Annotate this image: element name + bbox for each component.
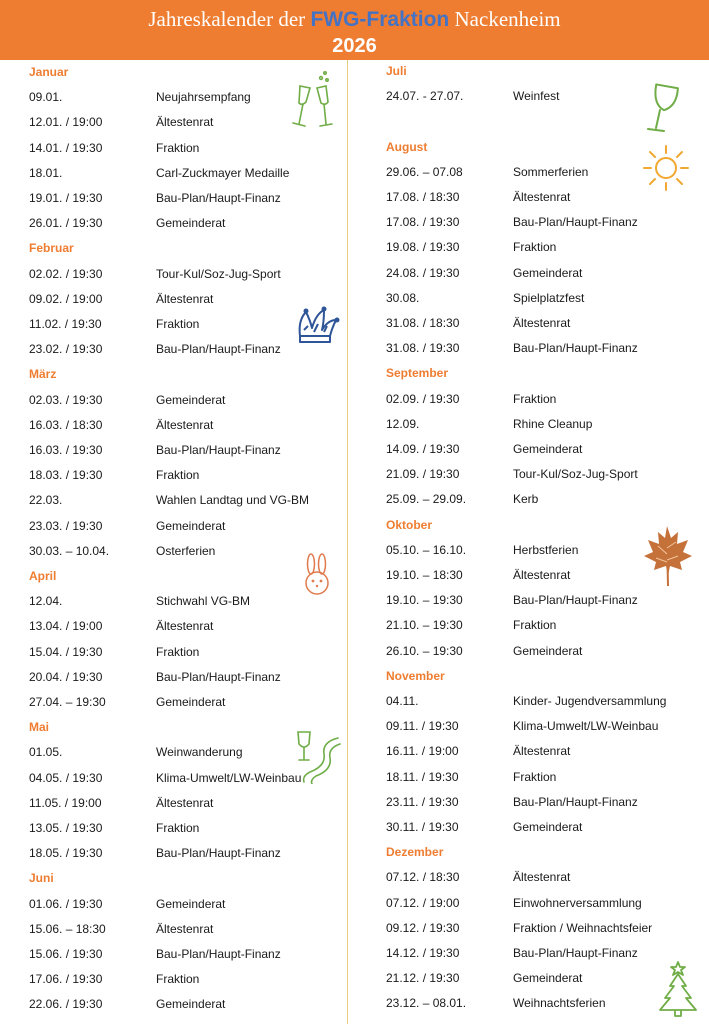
month-heading-juli: Juli — [386, 64, 407, 78]
entry-event: Ältestenrat — [513, 190, 571, 204]
entry-date: 15.04. / 19:30 — [29, 645, 103, 659]
entry-event: Fraktion — [156, 972, 200, 986]
entry-event: Weinwanderung — [156, 745, 243, 759]
entry-date: 18.03. / 19:30 — [29, 468, 103, 482]
entry-date: 04.05. / 19:30 — [29, 771, 103, 785]
entry-event: Bau-Plan/Haupt-Finanz — [156, 947, 281, 961]
entry-date: 29.06. – 07.08 — [386, 165, 463, 179]
entry-date: 14.01. / 19:30 — [29, 141, 103, 155]
entry-event: Bau-Plan/Haupt-Finanz — [513, 946, 638, 960]
entry-event: Wahlen Landtag und VG-BM — [156, 493, 309, 507]
wine-path-icon — [290, 728, 342, 784]
entry-event: Fraktion — [156, 645, 200, 659]
entry-date: 05.10. – 16.10. — [386, 543, 467, 557]
entry-date: 31.08. / 19:30 — [386, 341, 460, 355]
entry-event: Herbstferien — [513, 543, 579, 557]
entry-date: 30.03. – 10.04. — [29, 544, 110, 558]
entry-date: 16.11. / 19:00 — [386, 744, 459, 758]
month-heading-januar: Januar — [29, 65, 69, 79]
entry-date: 22.06. / 19:30 — [29, 997, 103, 1011]
entry-date: 18.01. — [29, 166, 63, 180]
entry-date: 19.01. / 19:30 — [29, 191, 103, 205]
entry-date: 17.08. / 19:30 — [386, 215, 460, 229]
entry-event: Fraktion / Weihnachtsfeier — [513, 921, 653, 935]
entry-date: 16.03. / 19:30 — [29, 443, 103, 457]
entry-event: Gemeinderat — [156, 997, 226, 1011]
title-suffix: Nackenheim — [449, 7, 561, 31]
entry-event: Fraktion — [156, 468, 200, 482]
champagne-glasses-icon — [290, 70, 336, 132]
entry-date: 07.12. / 18:30 — [386, 870, 460, 884]
entry-event: Gemeinderat — [156, 897, 226, 911]
entry-event: Bau-Plan/Haupt-Finanz — [513, 341, 638, 355]
entry-event: Ältestenrat — [156, 619, 214, 633]
entry-date: 17.08. / 18:30 — [386, 190, 460, 204]
month-heading-november: November — [386, 669, 445, 683]
entry-date: 21.09. / 19:30 — [386, 467, 460, 481]
entry-date: 14.12. / 19:30 — [386, 946, 460, 960]
entry-event: Tour-Kul/Soz-Jug-Sport — [513, 467, 638, 481]
entry-event: Ältestenrat — [513, 744, 571, 758]
entry-event: Stichwahl VG-BM — [156, 594, 251, 608]
entry-date: 12.01. / 19:00 — [29, 115, 103, 129]
page-title — [0, 6, 709, 33]
entry-event: Klima-Umwelt/LW-Weinbau — [513, 719, 659, 733]
entry-event: Fraktion — [513, 618, 557, 632]
entry-date: 24.07. - 27.07. — [386, 89, 464, 103]
entry-date: 18.05. / 19:30 — [29, 846, 103, 860]
entry-event: Ältestenrat — [513, 870, 571, 884]
maple-leaf-icon — [640, 524, 694, 588]
christmas-tree-icon — [656, 958, 700, 1018]
entry-date: 23.02. / 19:30 — [29, 342, 103, 356]
entry-date: 09.12. / 19:30 — [386, 921, 460, 935]
entry-date: 19.10. – 18:30 — [386, 568, 463, 582]
entry-event: Ältestenrat — [156, 796, 214, 810]
entry-date: 21.12. / 19:30 — [386, 971, 460, 985]
title-prefix: Jahreskalender der — [148, 7, 311, 31]
title-brand: FWG-Fraktion — [310, 8, 450, 31]
entry-event: Kinder- Jugendversammlung — [513, 694, 667, 708]
entry-date: 24.08. / 19:30 — [386, 266, 460, 280]
entry-date: 02.09. / 19:30 — [386, 392, 460, 406]
entry-event: Weihnachtsferien — [513, 996, 606, 1010]
entry-event: Gemeinderat — [513, 820, 583, 834]
column-divider — [347, 60, 348, 1024]
entry-date: 22.03. — [29, 493, 63, 507]
entry-date: 17.06. / 19:30 — [29, 972, 103, 986]
entry-date: 26.10. – 19:30 — [386, 644, 463, 658]
entry-event: Sommerferien — [513, 165, 589, 179]
month-heading-dezember: Dezember — [386, 845, 444, 859]
entry-date: 16.03. / 18:30 — [29, 418, 103, 432]
entry-event: Fraktion — [156, 821, 200, 835]
entry-date: 27.04. – 19:30 — [29, 695, 106, 709]
entry-event: Gemeinderat — [156, 519, 226, 533]
entry-event: Carl-Zuckmayer Medaille — [156, 166, 290, 180]
entry-date: 19.10. – 19:30 — [386, 593, 463, 607]
entry-date: 15.06. / 19:30 — [29, 947, 103, 961]
entry-event: Gemeinderat — [156, 393, 226, 407]
entry-date: 23.12. – 08.01. — [386, 996, 467, 1010]
entry-date: 25.09. – 29.09. — [386, 492, 467, 506]
entry-event: Osterferien — [156, 544, 216, 558]
entry-date: 02.03. / 19:30 — [29, 393, 103, 407]
entry-date: 18.11. / 19:30 — [386, 770, 459, 784]
entry-event: Ältestenrat — [513, 316, 571, 330]
entry-event: Gemeinderat — [513, 266, 583, 280]
entry-event: Bau-Plan/Haupt-Finanz — [156, 443, 281, 457]
entry-date: 11.02. / 19:30 — [29, 317, 102, 331]
entry-date: 31.08. / 18:30 — [386, 316, 460, 330]
entry-event: Bau-Plan/Haupt-Finanz — [513, 215, 638, 229]
entry-date: 19.08. / 19:30 — [386, 240, 460, 254]
entry-date: 26.01. / 19:30 — [29, 216, 103, 230]
entry-event: Ältestenrat — [156, 418, 214, 432]
month-heading-mai: Mai — [29, 720, 50, 734]
entry-date: 13.05. / 19:30 — [29, 821, 103, 835]
entry-event: Fraktion — [513, 770, 557, 784]
entry-date: 30.08. — [386, 291, 420, 305]
wine-glass-icon — [646, 82, 682, 136]
header-banner — [0, 0, 709, 60]
entry-event: Gemeinderat — [513, 971, 583, 985]
entry-event: Fraktion — [156, 317, 200, 331]
bunny-icon — [300, 552, 334, 596]
month-heading-april: April — [29, 569, 57, 583]
entry-date: 09.01. — [29, 90, 63, 104]
entry-date: 14.09. / 19:30 — [386, 442, 460, 456]
entry-event: Ältestenrat — [513, 568, 571, 582]
entry-date: 12.04. — [29, 594, 63, 608]
entry-date: 04.11. — [386, 694, 419, 708]
entry-event: Neujahrsempfang — [156, 90, 251, 104]
entry-date: 21.10. – 19:30 — [386, 618, 463, 632]
entry-date: 15.06. – 18:30 — [29, 922, 106, 936]
entry-event: Klima-Umwelt/LW-Weinbau — [156, 771, 302, 785]
entry-event: Fraktion — [513, 240, 557, 254]
month-heading-august: August — [386, 140, 428, 154]
entry-event: Bau-Plan/Haupt-Finanz — [156, 342, 281, 356]
entry-event: Fraktion — [156, 141, 200, 155]
sun-icon — [638, 142, 694, 194]
entry-date: 11.05. / 19:00 — [29, 796, 102, 810]
entry-event: Kerb — [513, 492, 539, 506]
entry-event: Bau-Plan/Haupt-Finanz — [156, 846, 281, 860]
month-heading-februar: Februar — [29, 241, 74, 255]
entry-event: Bau-Plan/Haupt-Finanz — [156, 191, 281, 205]
entry-date: 01.05. — [29, 745, 63, 759]
entry-date: 07.12. / 19:00 — [386, 896, 460, 910]
jester-hat-icon — [294, 306, 340, 346]
entry-event: Gemeinderat — [156, 216, 226, 230]
entry-date: 09.11. / 19:30 — [386, 719, 459, 733]
entry-date: 01.06. / 19:30 — [29, 897, 103, 911]
entry-date: 13.04. / 19:00 — [29, 619, 103, 633]
entry-event: Gemeinderat — [513, 442, 583, 456]
entry-event: Ältestenrat — [156, 292, 214, 306]
entry-event: Rhine Cleanup — [513, 417, 593, 431]
entry-event: Fraktion — [513, 392, 557, 406]
entry-event: Gemeinderat — [513, 644, 583, 658]
page-year: 2026 — [332, 35, 377, 57]
entry-event: Spielplatzfest — [513, 291, 585, 305]
entry-event: Bau-Plan/Haupt-Finanz — [513, 593, 638, 607]
entry-event: Gemeinderat — [156, 695, 226, 709]
entry-date: 23.03. / 19:30 — [29, 519, 103, 533]
entry-date: 12.09. — [386, 417, 420, 431]
entry-event: Weinfest — [513, 89, 560, 103]
month-heading-september: September — [386, 366, 449, 380]
entry-date: 09.02. / 19:00 — [29, 292, 103, 306]
entry-event: Einwohnerversammlung — [513, 896, 642, 910]
entry-date: 30.11. / 19:30 — [386, 820, 459, 834]
month-heading-juni: Juni — [29, 871, 54, 885]
entry-event: Ältestenrat — [156, 922, 214, 936]
entry-date: 02.02. / 19:30 — [29, 267, 103, 281]
entry-date: 20.04. / 19:30 — [29, 670, 103, 684]
month-heading-maerz: März — [29, 367, 57, 381]
entry-event: Ältestenrat — [156, 115, 214, 129]
entry-event: Bau-Plan/Haupt-Finanz — [156, 670, 281, 684]
entry-date: 23.11. / 19:30 — [386, 795, 459, 809]
entry-event: Tour-Kul/Soz-Jug-Sport — [156, 267, 281, 281]
month-heading-oktober: Oktober — [386, 518, 433, 532]
entry-event: Bau-Plan/Haupt-Finanz — [513, 795, 638, 809]
